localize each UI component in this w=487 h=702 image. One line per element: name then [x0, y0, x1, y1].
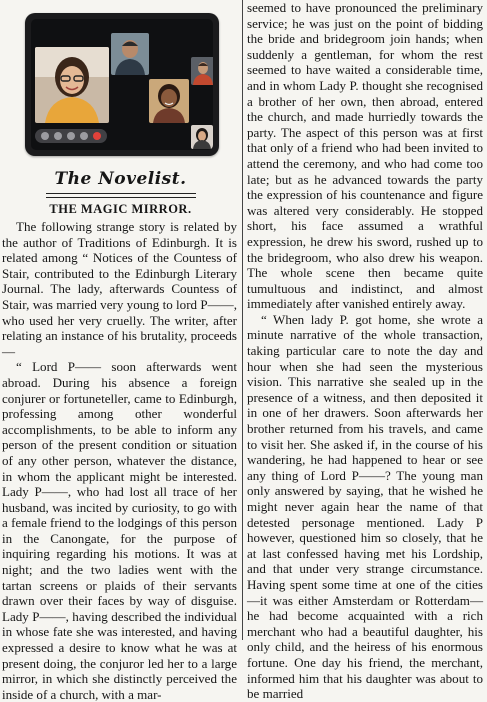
flip-icon[interactable] [67, 132, 75, 140]
more-icon[interactable] [80, 132, 88, 140]
column-divider [242, 0, 243, 640]
left-paragraph-2: “ Lord P—— soon afterwards went abroad. During his absence a foreign conjurer or fortuneteller, came to Edinburgh, professing among other wonderful accomplishments, to be able to inform any person of the present condition or situation of any other person, whatever the distance, in whom the applicant might be interested. Lady P——, who had lost all trace of her husband, was incited by curiosity, to go with a female friend to the lodgings of this person in the Canongate, for the purpose of inquiring regarding his motions. It was at night; and the two ladies went with the tartan screens or plaids of their servants drawn over their faces by way of disguise. Lady P——, having described the individual in whose fate she was interested, and having expressed a desire to know what he was at present doing, the conjuror led her to a large mirror, in which she distinctly perceived the inside of a church, with a mar- [2, 359, 237, 702]
article-headline: THE MAGIC MIRROR. [49, 202, 192, 216]
tablet-device [25, 13, 219, 156]
right-paragraph-1: seemed to have pronounced the preliminary service; he was just on the point of bidding the bride and bridegroom join hands; when suddenly a gentleman, for whom the rest seemed to have waited a considerable time, and in whom Lady P. thought she recognised a brother of her own, then abroad, entered the church, and made hurriedly towards the party. The aspect of this person was at first that only of a friend who had been invited to attend the ceremony, and who had come too late; but as he advanced towards the party the expression of his countenance and figure was altered very considerably. He stopped short, his face assumed a wrathful expression, he drew his sword, rushed up to the bridegroom, who also drew his weapon. The whole scene then became quite tumultuous and indistinct, and almost immediately after vanished entirely away. [247, 0, 483, 312]
person-avatar-icon [111, 33, 149, 75]
camera-icon[interactable] [41, 132, 49, 140]
section-masthead: The Novelist. [54, 169, 187, 189]
mic-icon[interactable] [54, 132, 62, 140]
left-column [0, 161, 241, 702]
masthead-rule [46, 193, 196, 198]
person-avatar-icon [149, 79, 189, 123]
video-call-screen [31, 19, 213, 150]
right-paragraph-2: “ When lady P. got home, she wrote a minute narrative of the whole transaction, taking particular care to note the day and hour when she had seen the mysterious vision. This narrative she sealed up in the presence of a witness, and then deposited it in one of her drawers. Soon afterwards her brother returned from his travels, and came to visit her. She asked if, in the course of his wandering, he had happened to hear or see any thing of Lord P——? The young man only answered by saying, that he wished he might never again hear the name of that detested personage mentioned. Lady P however, questioned him so closely, that he at last confessed having met his Lordship, and that under very strange circumstance. Having spent some time at one of the cities—it was either Amsterdam or Rotterdam—he had become acquainted with a rich merchant who had a beautiful daughter, his only child, and the heiress of his enormous fortune. One day his friend, the merchant, informed him that his daughter was about to be married [247, 311, 483, 702]
person-avatar-icon [191, 125, 213, 149]
self-view-tile[interactable] [191, 125, 213, 149]
person-avatar-icon [191, 57, 213, 85]
participant-tile-main[interactable] [35, 47, 109, 123]
participant-tile-c[interactable] [191, 57, 213, 85]
participant-tile-b[interactable] [149, 79, 189, 123]
participant-tile-a[interactable] [111, 33, 149, 75]
person-avatar-icon [35, 47, 109, 123]
left-paragraph-1: The following strange story is related by the author of Traditions of Edinburgh. It is related among “ Notices of the Countess of Stair, contributed to the Edinburgh Literary Journal. The lady, afterwards Countess of Stair, was married very young to lord P——, who used her very cruelly. The writer, after relating an instance of his brutality, proceeds— [2, 219, 237, 359]
call-controls-bar [35, 129, 107, 143]
right-column [247, 0, 483, 702]
end-call-icon[interactable] [93, 132, 101, 140]
